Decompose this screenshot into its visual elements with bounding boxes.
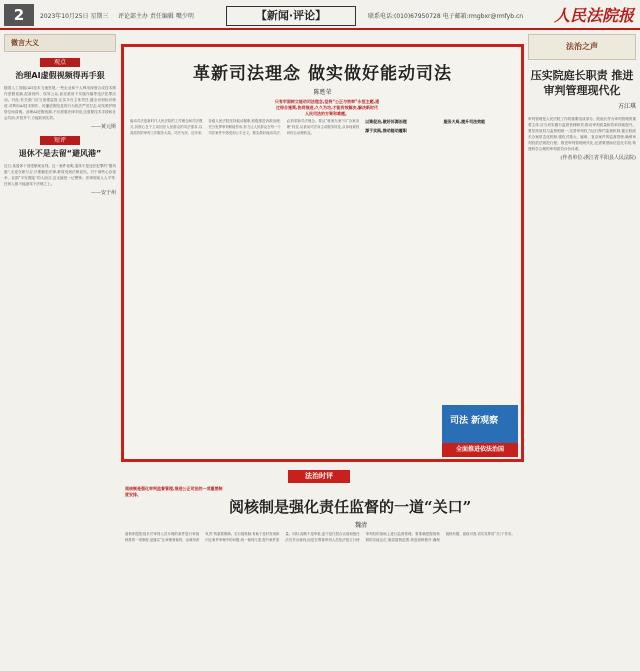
main-article-dek: 只有牢固树立能动司法理念,坚持“公正与效率”永恒主题,通过综合施策,协同推进,久久为功,才能有效解决,解决新时代人民司法的方案和难题。 [274, 99, 380, 116]
promo-subtitle: 全面推进依法治国 [442, 443, 518, 457]
left-chip-2: 短评 [40, 136, 80, 145]
right-article-signature: (作者单位:浙江省平阳县人民法院) [560, 155, 636, 161]
issue-date: 2023年10月25日 星期三 [40, 13, 109, 20]
right-column-badge: 法治之声 [528, 34, 636, 60]
lower-article-body: 阅核制是院庭长对审判人员办理的案件进行审阅核准的一项制度,是落实“让审理者裁判、由裁判者负责”的重要保障。实行阅核制,有助于及时发现和纠正案件审理中的问题,统一裁判尺度,提升案件质量。同时,阅核不是审批,更不是代替合议庭和独任法官作出裁判,而是在尊重审判人员依法独立行使审判权的基础上进行监督管理。要准确把握阅核制的功能定位,厘清阅核范围,规范阅核程序,确保阅核有据、留痕可查,切实发挥其“关口”作用。 [125, 532, 515, 542]
left-article-signature-1: ——黄元斯 [90, 124, 116, 130]
left-article-body-2: 近日,某退休干部受贿案宣判。这一案件表明,退休不是违法犯罪的“避风港”,无论在职与否,只要触犯法律,都将受到法律追究。对于那些心存侥幸、妄图“平安着陆”的人而言,这无疑是一记警钟。法律面前人人平等,任何人都不能凌驾于法律之上。 [4, 164, 116, 186]
editor-credits: 评论部主办 责任编辑 嘴少明 [118, 13, 194, 20]
main-article-body: 能动司法是新时代人民法院的工作理念和司法模式,其核心在于主动回应人民群众的司法需求,以高质效的审判工作服务大局、司法为民。近年来,各级人民法院坚持能动履职,积极推进诉源治理,充分发挥审判职能作用,努力让人民群众在每一个司法案件中感受到公平正义。做实做好能动司法,必须革新司法理念。要从“就案办案”向“办案治理”转变,从被动司法向主动服务转变,从单纯裁判向综合治理转变。 [130, 119, 360, 135]
left-article-title-2[interactable]: 退休不是去留“避风港” [18, 149, 102, 158]
right-article-body: 审判管理是人民法院工作的重要组成部分。院庭长作为审判管理的重要主体,应当切实履行监督管理职责,推动审判质量和效率持续提升。要坚持放权与监督相统一,完善审判权力运行制约监督机制,健全院庭长办案常态化机制,强化对重大、疑难、复杂案件的监督管理,确保审判权依法规范行使。推进审判管理现代化,还需要借助信息化手段,构建科学合理的审判质效评价体系。 [528, 117, 636, 151]
masthead [0, 0, 640, 30]
lower-article-dek: 阅核制是强化审判监督管理,推进公正司法的一项重要制度安排。 [125, 486, 223, 497]
paper-logo: 人民法院报 [553, 6, 634, 25]
left-column-badge: 微言大义 [4, 34, 116, 52]
section-tag: 【新闻·评论】 [226, 6, 356, 26]
main-subhead-3: 服务大局,提升司法效能 [443, 119, 486, 124]
main-subhead-2: 源于实践,推动能动履职 [365, 128, 407, 133]
promo-banner[interactable] [442, 405, 518, 457]
left-column [4, 34, 116, 668]
contact-info: 联系电话:(010)67950728 电子邮箱:rmgbxr@rmfyb.cn [368, 13, 524, 20]
lower-article-columns [125, 532, 520, 666]
main-article-title[interactable]: 革新司法理念 做实做好能动司法 [193, 64, 452, 84]
promo-title: 司法 新观察 [450, 416, 499, 426]
right-article-author: 方江琪 [617, 103, 636, 110]
main-subhead-1: 以案促治,做好诉源治理 [365, 119, 407, 124]
left-article-body-1: 随着人工智能(AI)技术飞速发展,一些企业和个人利用深度合成技术制作虚假视频,混淆视听、误导公众,甚至被用于实施诈骗等违法犯罪活动。对此,有关部门应当加强监管,压实平台主体责任,健全识别标识制度,对利用AI技术制作、传播虚假信息的行为依法严厉打击,切实维护网络空间清朗。治理AI虚假视频,不仅需要法律手段,还需要技术手段和社会共治,多管齐下,方能收到实效。 [4, 86, 116, 120]
right-article-title[interactable]: 压实院庭长职责 推进审判管理现代化 [530, 69, 634, 97]
main-article-author: 陈甦荣 [313, 89, 332, 96]
lower-article-title[interactable]: 阅核制是强化责任监督的一道“关口” [229, 498, 472, 516]
left-chip-1: 观点 [40, 58, 80, 67]
lower-article [121, 470, 524, 668]
page-number: 2 [4, 4, 34, 26]
left-article-title-1[interactable]: 治理AI虚假视频得再手狠 [15, 71, 105, 80]
left-article-signature-2: ——安于州 [90, 190, 116, 196]
lower-article-author: 魏清 [355, 522, 368, 529]
right-column [528, 34, 636, 668]
main-article [121, 44, 524, 462]
lower-article-chip: 法治时评 [288, 470, 350, 483]
